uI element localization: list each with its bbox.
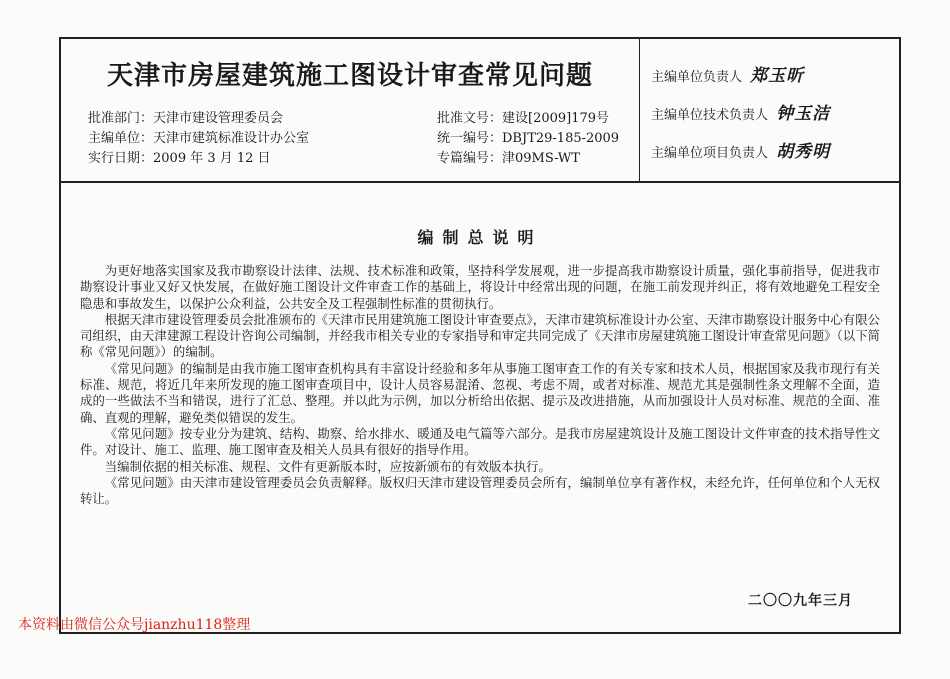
meta-left [88, 109, 309, 169]
signature: 郑玉昕 [750, 66, 805, 86]
meta-right [437, 109, 619, 169]
page-title: 天津市房屋建筑施工图设计审查常见问题 [106, 61, 593, 91]
signature: 胡秀明 [776, 142, 831, 162]
unified-no: 统一编号：DBJT29-185-2009 [437, 131, 620, 146]
responsible-row-3 [651, 137, 830, 162]
responsible-label: 主编单位技术负责人 [651, 108, 769, 123]
approval-no: 批准文号：建设[2009]179号 [437, 111, 610, 126]
watermark-text: 本资料由微信公众号jianzhu118整理 [18, 617, 251, 633]
header-block [61, 39, 899, 183]
responsible-row-1 [651, 61, 804, 86]
paragraph: 当编制依据的相关标准、规程、文件有更新版本时，应按新颁布的有效版本执行。 [104, 458, 551, 474]
body-text [80, 263, 880, 507]
responsible-row-2 [651, 99, 830, 124]
paragraph: 《常见问题》的编制是由我市施工图审查机构具有丰富设计经验和多年从事施工图审查工作的有关专家和技术人员，根据国家及我市现行有关标准、规范，将近几年来所发现的施工图审查项目中，设计人员容易混淆、忽视、考虑不周，或者对标准、规范尤其是强制性条文理解不全面，造成的一些做法不当和错误，进行了汇总、整理。并以此为示例，加以分析给出依据、提示及改进措施，从而加强设计人员对标准、规范的全面、准确、直观的理解，避免类似错误的发生。 [80, 360, 880, 425]
special-no: 专篇编号：津09MS-WT [437, 151, 580, 166]
paragraph: 根据天津市建设管理委员会批准颁布的《天津市民用建筑施工图设计审查要点》，天津市建筑标准设计办公室、天津市勘察设计服务中心有限公司组织，由天津建源工程设计咨询公司编制，并经我市相关专业的专家指导和审定共同完成了《天津市房屋建筑施工图设计审查常见问题》（以下简称《常见问题》）的编制。 [80, 311, 880, 360]
body-block [61, 181, 899, 632]
paragraph: 《常见问题》按专业分为建筑、结构、勘察、给水排水、暖通及电气篇等六部分。是我市房屋建筑设计及施工图设计文件审查的技术指导性文件。对设计、施工、监理、施工图审查及相关人员具有很好的指导作用。 [80, 425, 880, 458]
document-date: 二〇〇九年三月 [748, 593, 853, 609]
signature: 钟玉洁 [776, 104, 831, 124]
effective-date: 实行日期：2009 年 3 月 12 日 [88, 151, 271, 166]
document-frame [59, 37, 901, 634]
approver-dept: 批准部门：天津市建设管理委员会 [88, 111, 284, 126]
paragraph: 《常见问题》由天津市建设管理委员会负责解释。版权归天津市建设管理委员会所有，编制单位享有著作权，未经允许，任何单位和个人无权转让。 [80, 474, 880, 507]
section-title: 编制总说明 [417, 228, 543, 247]
header-left [61, 39, 640, 181]
responsible-label: 主编单位项目负责人 [651, 146, 769, 161]
paragraph: 为更好地落实国家及我市勘察设计法律、法规、技术标准和政策，坚持科学发展观，进一步提高我市勘察设计质量，强化事前指导，促进我市勘察设计事业又好又快发展，在做好施工图设计文件审查工作的基础上，将设计中经常出现的问题，在施工前发现并纠正，将有效地避免工程安全隐患和事故发生，以保护公众利益，公共安全及工程强制性标准的贯彻执行。 [80, 263, 880, 311]
editor-unit: 主编单位：天津市建筑标准设计办公室 [88, 131, 310, 146]
responsible-label: 主编单位负责人 [651, 70, 743, 85]
